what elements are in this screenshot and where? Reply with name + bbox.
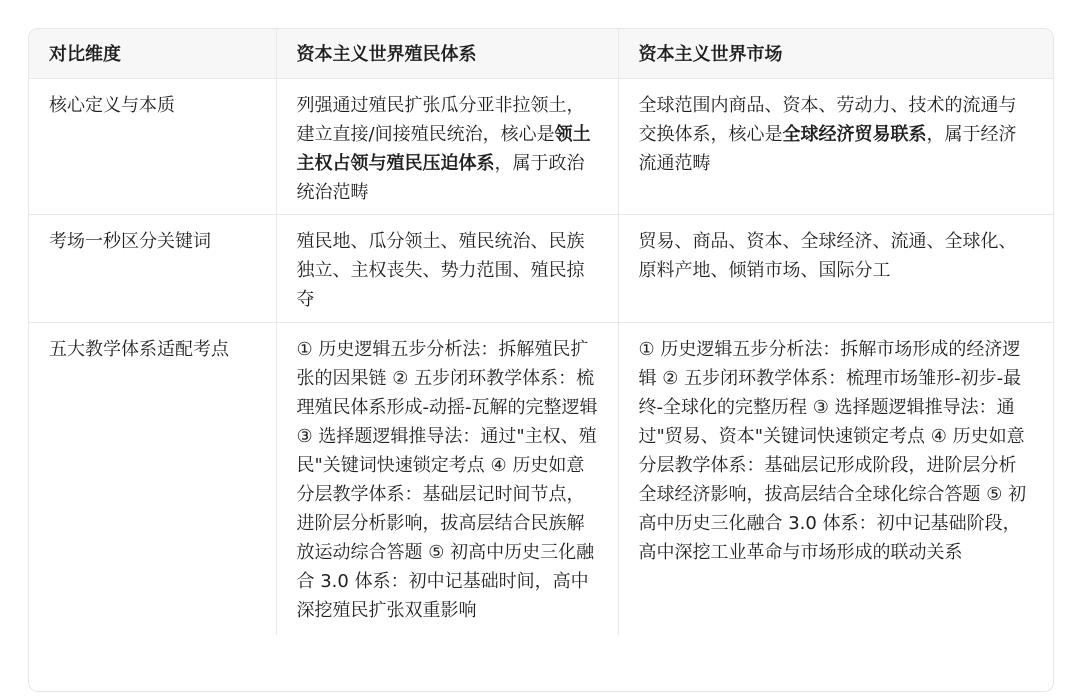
cell-dimension: 核心定义与本质 <box>29 78 276 214</box>
cell-bold-text: 领土主权占领与殖民压迫体系 <box>296 123 591 174</box>
cell-market-definition <box>618 78 1053 214</box>
cell-dimension: 五大教学体系适配考点 <box>29 322 276 635</box>
comparison-table <box>29 29 1053 635</box>
header-dimension: 对比维度 <box>29 29 276 78</box>
cell-market-keywords: 贸易、商品、资本、全球经济、流通、全球化、原料产地、倾销市场、国际分工 <box>618 214 1053 322</box>
cell-text: 全球范围内商品、资本、劳动力、技术的流通与交换体系，核心是 <box>638 94 1017 145</box>
table-row <box>29 214 1053 322</box>
cell-text: 列强通过殖民扩张瓜分亚非拉领土，建立直接/间接殖民统治，核心是 <box>296 94 585 145</box>
cell-market-teaching-points: ① 历史逻辑五步分析法：拆解市场形成的经济逻辑 ② 五步闭环教学体系：梳理市场雏形-初步-最终-全球化的完整历程 ③ 选择题逻辑推导法：通过"贸易、资本"关键词快速锁定考点 ④ 历史如意分层教学体系：基础层记形成阶段，进阶层分析全球经济影响，拔高层结合全球化综合答题 ⑤ 初高中历史三化融合 3.0 体系：初中记基础阶段，高中深挖工业革命与市场形成的联动关系 <box>638 338 1027 563</box>
table-row <box>29 78 1053 214</box>
cell-text: ，属于经济流通范畴 <box>638 123 1017 174</box>
table-header-row <box>29 29 1053 78</box>
header-world-market: 资本主义世界市场 <box>618 29 1053 78</box>
cell-colonial-definition <box>276 78 618 214</box>
cell-dimension: 考场一秒区分关键词 <box>29 214 276 322</box>
header-colonial-system: 资本主义世界殖民体系 <box>276 29 618 78</box>
comparison-table-container <box>28 28 1054 692</box>
cell-colonial-keywords: 殖民地、瓜分领土、殖民统治、民族独立、主权丧失、势力范围、殖民掠夺 <box>276 214 618 322</box>
cell-text: ，属于政治统治范畴 <box>296 152 585 203</box>
cell-colonial-teaching-points: ① 历史逻辑五步分析法：拆解殖民扩张的因果链 ② 五步闭环教学体系：梳理殖民体系形成-动摇-瓦解的完整逻辑 ③ 选择题逻辑推导法：通过"主权、殖民"关键词快速锁定考点 ④ 历史如意分层教学体系：基础层记时间节点，进阶层分析影响，拔高层结合民族解放运动综合答题 ⑤ 初高中历史三化融合 3.0 体系：初中记基础时间，高中深挖殖民扩张双重影响 <box>276 322 618 635</box>
cell-bold-text: 全球经济贸易联系 <box>782 123 927 145</box>
table-row <box>29 322 1053 635</box>
